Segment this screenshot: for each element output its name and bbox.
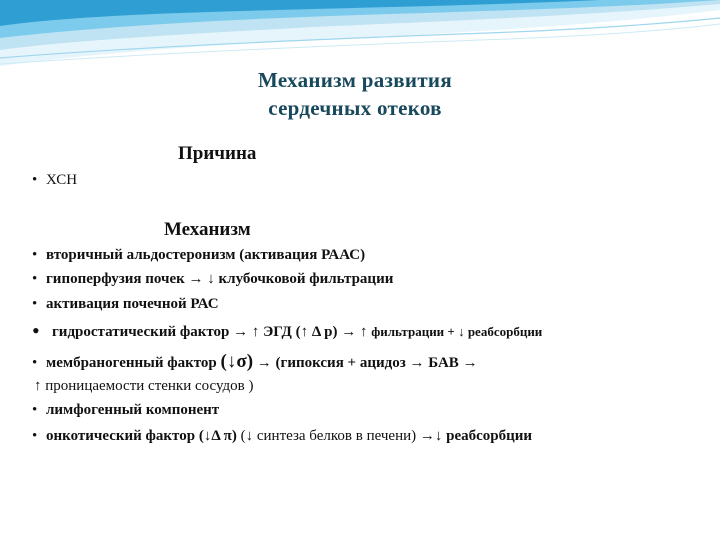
bullet: • [32,318,40,343]
mechanism-item-lymphogenic [32,400,219,420]
mechanism-item-membranogenic-cont [34,376,254,396]
membrane-text-2: → (гипоксия + ацидоз → БАВ → [256,355,478,371]
mechanism-item-text: вторичный альдостеронизм (активация РААС) [46,247,366,263]
lymph-text: лимфогенный компонент [46,402,220,418]
bullet: • [32,172,38,188]
bullet: • [32,402,38,418]
title-line-2: сердечных отеков [268,96,442,120]
mechanism-item-membranogenic [32,352,478,373]
mechanism-item-aldosteronism [32,245,365,265]
cause-heading: Причина [178,143,257,164]
oncotic-text-1: онкотический фактор (↓Δ π) [46,428,237,444]
bullet: • [32,428,38,444]
oncotic-text-3: →↓ реабсорбции [419,428,533,444]
slide-title [150,66,560,122]
membrane-text-1: мембраногенный фактор [46,355,217,371]
mechanism-heading: Механизм [164,219,251,240]
bullet: • [32,271,38,287]
mechanism-item-hydrostatic [32,318,543,343]
bullet: • [32,247,38,263]
membrane-sigma: (↓σ) [220,351,254,372]
title-line-1: Механизм развития [258,68,452,92]
mechanism-item-text: гипоперфузия почек → ↓ клубочковой фильтрации [46,271,394,287]
membrane-line-2: ↑ проницаемости стенки сосудов ) [34,378,254,394]
mechanism-item-oncotic [32,426,532,446]
bullet: • [32,355,38,371]
oncotic-text-2: (↓ синтеза белков в печени) [240,428,417,444]
cause-item [32,170,77,190]
hydrostatic-main-text: гидростатический фактор → ↑ ЭГД (↑ Δ р) → ↑ [52,324,368,340]
hydrostatic-tail-text: фильтрации + ↓ реабсорбции [371,324,543,339]
cause-item-text: ХСН [46,172,78,188]
mechanism-item-ras-activation [32,294,219,314]
mechanism-item-hypoperfusion [32,269,393,289]
mechanism-item-text: активация почечной РАС [46,296,219,312]
bullet: • [32,296,38,312]
